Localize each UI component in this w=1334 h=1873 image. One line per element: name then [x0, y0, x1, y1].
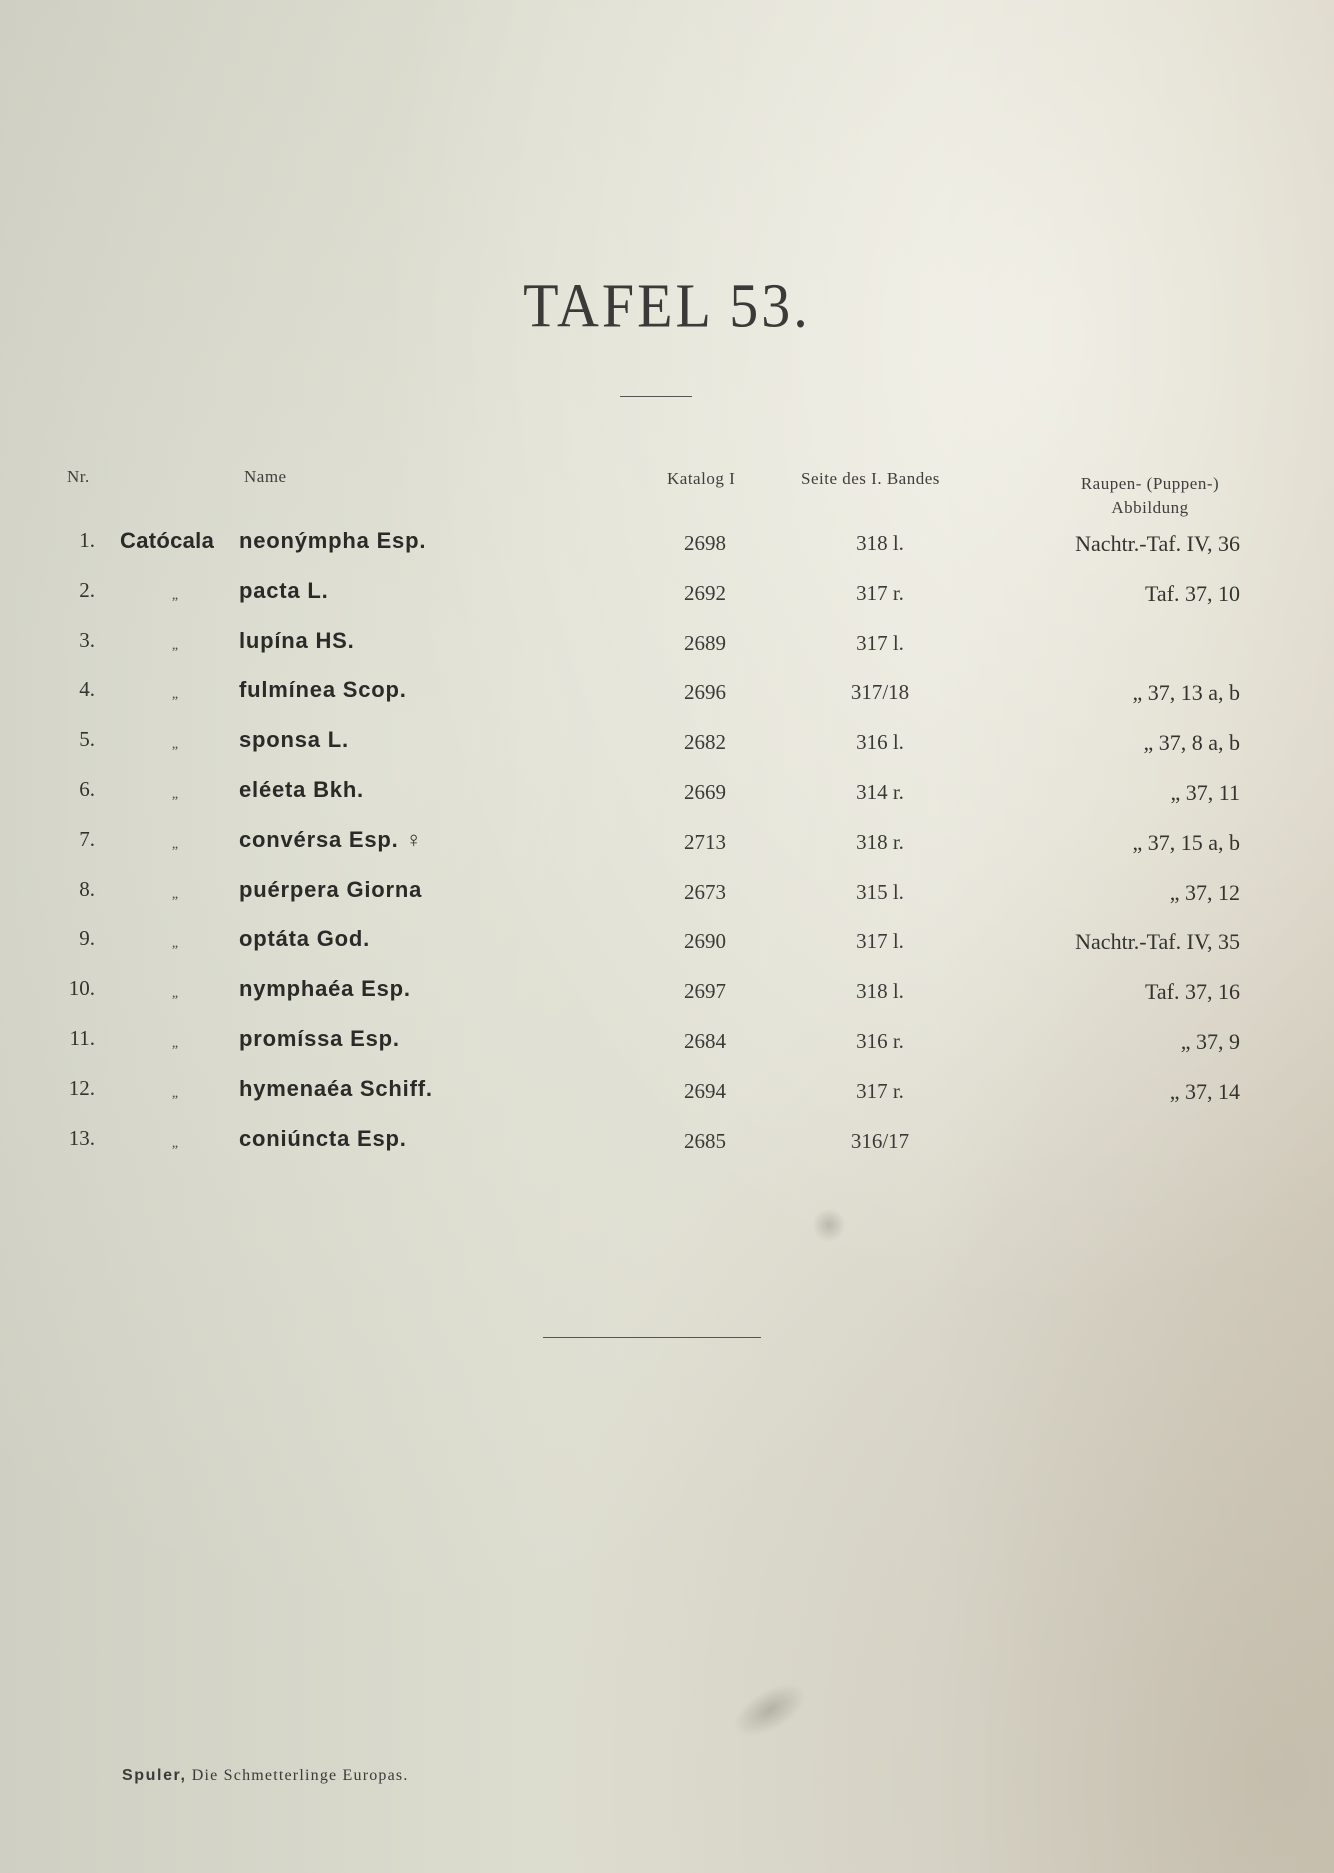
page-reference: 317 r. — [856, 1079, 904, 1103]
row-number: 7. — [79, 827, 95, 851]
species-name: puérpera Giorna — [239, 877, 423, 902]
species-name: neonýmpha Esp. — [239, 528, 427, 553]
katalog-number: 2684 — [684, 1029, 726, 1053]
table-row — [0, 1126, 1334, 1166]
table-row — [0, 976, 1334, 1016]
row-number: 5. — [79, 727, 95, 751]
title-divider — [620, 396, 692, 397]
page-reference: 318 l. — [856, 531, 904, 555]
ditto-mark: „ — [171, 1086, 179, 1101]
katalog-number: 2696 — [684, 680, 726, 704]
footer-author: Spuler, — [122, 1767, 187, 1784]
table-row — [0, 677, 1334, 717]
ditto-mark: „ — [171, 936, 179, 951]
row-number: 13. — [68, 1126, 95, 1150]
ditto-mark: „ — [171, 837, 179, 852]
table-row — [0, 528, 1334, 568]
header-raupen-line1: Raupen- (Puppen-) — [1080, 474, 1220, 493]
katalog-number: 2689 — [684, 631, 726, 655]
page-reference: 318 l. — [856, 979, 904, 1003]
figure-reference: „ 37, 13 a, b — [1132, 680, 1240, 705]
katalog-number: 2698 — [684, 531, 726, 555]
page-reference: 317 l. — [856, 929, 904, 953]
species-name: coniúncta Esp. — [239, 1126, 407, 1151]
figure-reference: Taf. 37, 10 — [1145, 581, 1240, 606]
page-title: TAFEL 53. — [523, 270, 811, 341]
species-name: lupína HS. — [239, 628, 355, 653]
row-number: 10. — [68, 976, 95, 1000]
row-number: 1. — [79, 528, 95, 552]
katalog-number: 2713 — [684, 830, 726, 854]
header-raupen — [1050, 472, 1250, 520]
table-row — [0, 727, 1334, 767]
katalog-number: 2673 — [684, 880, 726, 904]
katalog-number: 2669 — [684, 780, 726, 804]
ditto-mark: „ — [171, 1036, 179, 1051]
genus-name: Catócala — [120, 528, 215, 553]
species-name: eléeta Bkh. — [239, 777, 364, 802]
species-name: nymphaéa Esp. — [239, 976, 411, 1001]
figure-reference: „ 37, 14 — [1169, 1079, 1240, 1104]
page-reference: 317 l. — [856, 631, 904, 655]
table-row — [0, 777, 1334, 817]
paper-stain — [725, 1673, 814, 1748]
figure-reference: „ 37, 11 — [1170, 780, 1240, 805]
species-name: sponsa L. — [239, 727, 349, 752]
paper-stain — [812, 1208, 846, 1242]
row-number: 12. — [68, 1076, 95, 1100]
table-row — [0, 1076, 1334, 1116]
row-number: 3. — [79, 628, 95, 652]
row-number: 9. — [79, 926, 95, 950]
species-name: fulmínea Scop. — [239, 677, 407, 702]
page-reference: 314 r. — [856, 780, 904, 804]
figure-reference: „ 37, 12 — [1169, 880, 1240, 905]
header-name: Name — [244, 467, 287, 486]
page-reference: 316/17 — [850, 1129, 910, 1153]
header-raupen-line2: Abbildung — [1111, 498, 1189, 517]
ditto-mark: „ — [171, 737, 179, 752]
figure-reference: Taf. 37, 16 — [1145, 979, 1240, 1004]
katalog-number: 2697 — [684, 979, 726, 1003]
figure-reference: „ 37, 9 — [1180, 1029, 1240, 1054]
header-seite: Seite des I. Bandes — [801, 469, 940, 488]
katalog-number: 2692 — [684, 581, 726, 605]
ditto-mark: „ — [171, 687, 179, 702]
row-number: 4. — [79, 677, 95, 701]
figure-reference: „ 37, 8 a, b — [1143, 730, 1240, 755]
species-name: convérsa Esp. ♀ — [239, 827, 423, 852]
bottom-divider — [543, 1337, 761, 1338]
species-name: promíssa Esp. — [239, 1026, 400, 1051]
ditto-mark: „ — [171, 787, 179, 802]
ditto-mark: „ — [171, 588, 179, 603]
row-number: 8. — [79, 877, 95, 901]
figure-reference: „ 37, 15 a, b — [1132, 830, 1240, 855]
table-row — [0, 926, 1334, 966]
row-number: 2. — [79, 578, 95, 602]
page-reference: 315 l. — [856, 880, 904, 904]
page-reference: 316 l. — [856, 730, 904, 754]
table-row — [0, 1026, 1334, 1066]
ditto-mark: „ — [171, 887, 179, 902]
katalog-number: 2685 — [684, 1129, 726, 1153]
page-reference: 317/18 — [850, 680, 910, 704]
ditto-mark: „ — [171, 638, 179, 653]
row-number: 6. — [79, 777, 95, 801]
species-name: pacta L. — [239, 578, 329, 603]
row-number: 11. — [69, 1026, 95, 1050]
header-nr: Nr. — [67, 467, 90, 486]
katalog-number: 2682 — [684, 730, 726, 754]
figure-reference: Nachtr.-Taf. IV, 36 — [1075, 531, 1240, 556]
table-row — [0, 628, 1334, 668]
page-reference: 316 r. — [856, 1029, 904, 1053]
table-row — [0, 578, 1334, 618]
table-row — [0, 877, 1334, 917]
ditto-mark: „ — [171, 986, 179, 1001]
table-row — [0, 827, 1334, 867]
ditto-mark: „ — [171, 1136, 179, 1151]
footer-work: Die Schmetterlinge Europas. — [191, 1767, 409, 1784]
page-reference: 317 r. — [856, 581, 904, 605]
footer-credit — [122, 1767, 409, 1785]
header-katalog: Katalog I — [667, 469, 736, 488]
figure-reference: Nachtr.-Taf. IV, 35 — [1075, 929, 1240, 954]
katalog-number: 2694 — [684, 1079, 726, 1103]
species-name: optáta God. — [239, 926, 371, 951]
species-name: hymenaéa Schiff. — [239, 1076, 433, 1101]
page-reference: 318 r. — [856, 830, 904, 854]
katalog-number: 2690 — [684, 929, 726, 953]
